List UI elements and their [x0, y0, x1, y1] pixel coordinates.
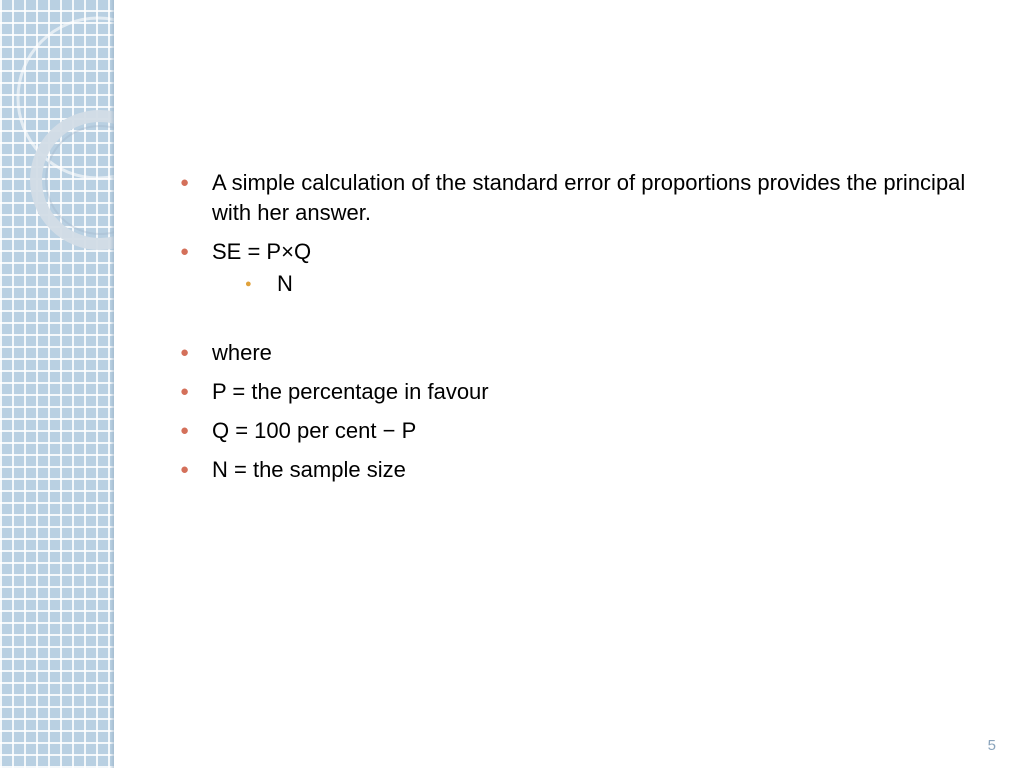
decorative-rings-graphic: [0, 0, 114, 768]
bullet-item-n-definition: [180, 455, 970, 485]
bullet-icon: ●: [180, 461, 190, 478]
sub-bullet-icon: ●: [245, 278, 252, 290]
bullet-text: A simple calculation of the standard error of proportions provides the principal with her answer.: [212, 170, 966, 225]
bullet-icon: ●: [180, 344, 190, 361]
spacer: [180, 299, 970, 338]
bullet-icon: ●: [180, 383, 190, 400]
bullet-item-p-definition: [180, 377, 970, 407]
bullet-icon: ●: [180, 422, 190, 439]
bullet-text: N = the sample size: [212, 457, 406, 482]
bullet-item-where: [180, 338, 970, 368]
sub-bullet-item-denominator: [180, 269, 970, 299]
bullet-text: P = the percentage in favour: [212, 379, 489, 404]
bullet-text: N: [277, 271, 293, 296]
bullet-item-q-definition: [180, 416, 970, 446]
slide-body: [180, 168, 970, 485]
side-panel-edge: [110, 0, 114, 768]
bullet-text: Q = 100 per cent − P: [212, 418, 417, 443]
bullet-text: where: [212, 340, 272, 365]
page-number: 5: [987, 737, 996, 754]
decorative-side-panel: [0, 0, 114, 768]
bullet-text: SE = P×Q: [212, 239, 312, 264]
bullet-item-intro: [180, 168, 970, 228]
bullet-icon: ●: [180, 174, 190, 191]
bullet-icon: ●: [180, 243, 190, 260]
bullet-item-formula: [180, 237, 970, 267]
